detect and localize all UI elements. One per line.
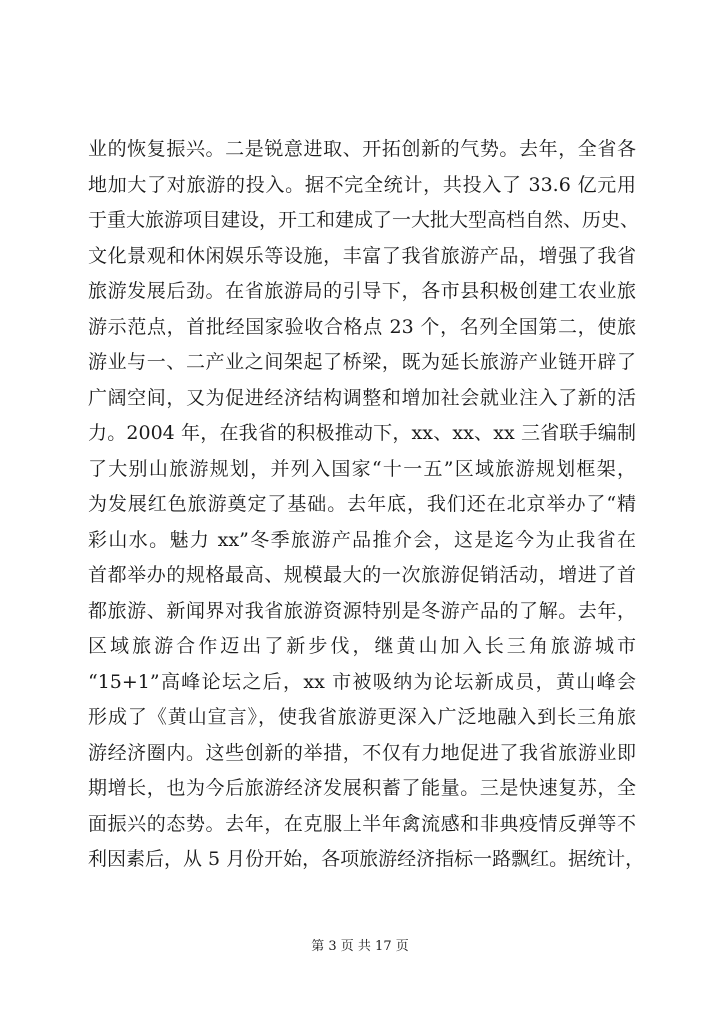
text-line: 形成了《黄山宣言》，使我省旅游更深入广泛地融入到长三角旅 [88, 706, 636, 728]
text-line: 游业与一、二产业之间架起了桥梁，既为延长旅游产业链开辟了 [88, 351, 636, 373]
text-line: 彩山水。魅力 xx”冬季旅游产品推介会，这是迄今为止我省在 [88, 528, 636, 551]
text-line: 旅游发展后劲。在省旅游局的引导下，各市县积极创建工农业旅 [88, 280, 636, 302]
text-line: 地加大了对旅游的投入。据不完全统计，共投入了 33.6 亿元用 [88, 173, 636, 196]
text-line: 都旅游、新闻界对我省旅游资源特别是冬游产品的了解。去年， [88, 599, 636, 622]
text-line: 业的恢复振兴。二是锐意进取、开拓创新的气势。去年，全省各 [88, 138, 636, 160]
text-line: 区域旅游合作迈出了新步伐，继黄山加入长三角旅游城市 [88, 635, 636, 657]
text-line: 游示范点，首批经国家验收合格点 23 个，名列全国第二，使旅 [88, 315, 636, 338]
text-line: 于重大旅游项目建设，开工和建成了一大批大型高档自然、历史、 [88, 209, 640, 231]
text-line: 文化景观和休闲娱乐等设施，丰富了我省旅游产品，增强了我省 [88, 244, 636, 267]
text-line: 面振兴的态势。去年，在克服上半年禽流感和非典疫情反弹等不 [88, 812, 636, 835]
page-footer [0, 938, 720, 956]
text-line: 广阔空间，又为促进经济结构调整和增加社会就业注入了新的活 [88, 386, 636, 409]
text-line: 利因素后，从 5 月份开始，各项旅游经济指标一路飘红。据统计， [88, 848, 645, 870]
text-line: 为发展红色旅游奠定了基础。去年底，我们还在北京举办了“精 [88, 493, 636, 515]
text-line: 了大别山旅游规划，并列入国家“十一五”区域旅游规划框架， [88, 457, 636, 480]
text-line: 首都举办的规格最高、规模最大的一次旅游促销活动，增进了首 [88, 564, 636, 586]
page-number-label: 第 3 页 共 17 页 [311, 939, 409, 954]
text-line: 游经济圈内。这些创新的举措，不仅有力地促进了我省旅游业即 [88, 741, 636, 764]
body-text [88, 132, 645, 878]
text-line: 力。2004 年，在我省的积极推动下，xx、xx、xx 三省联手编制 [88, 422, 636, 444]
text-line: “15+1”高峰论坛之后，xx 市被吸纳为论坛新成员，黄山峰会 [88, 670, 636, 693]
text-line: 期增长，也为今后旅游经济发展积蓄了能量。三是快速复苏，全 [88, 777, 636, 799]
